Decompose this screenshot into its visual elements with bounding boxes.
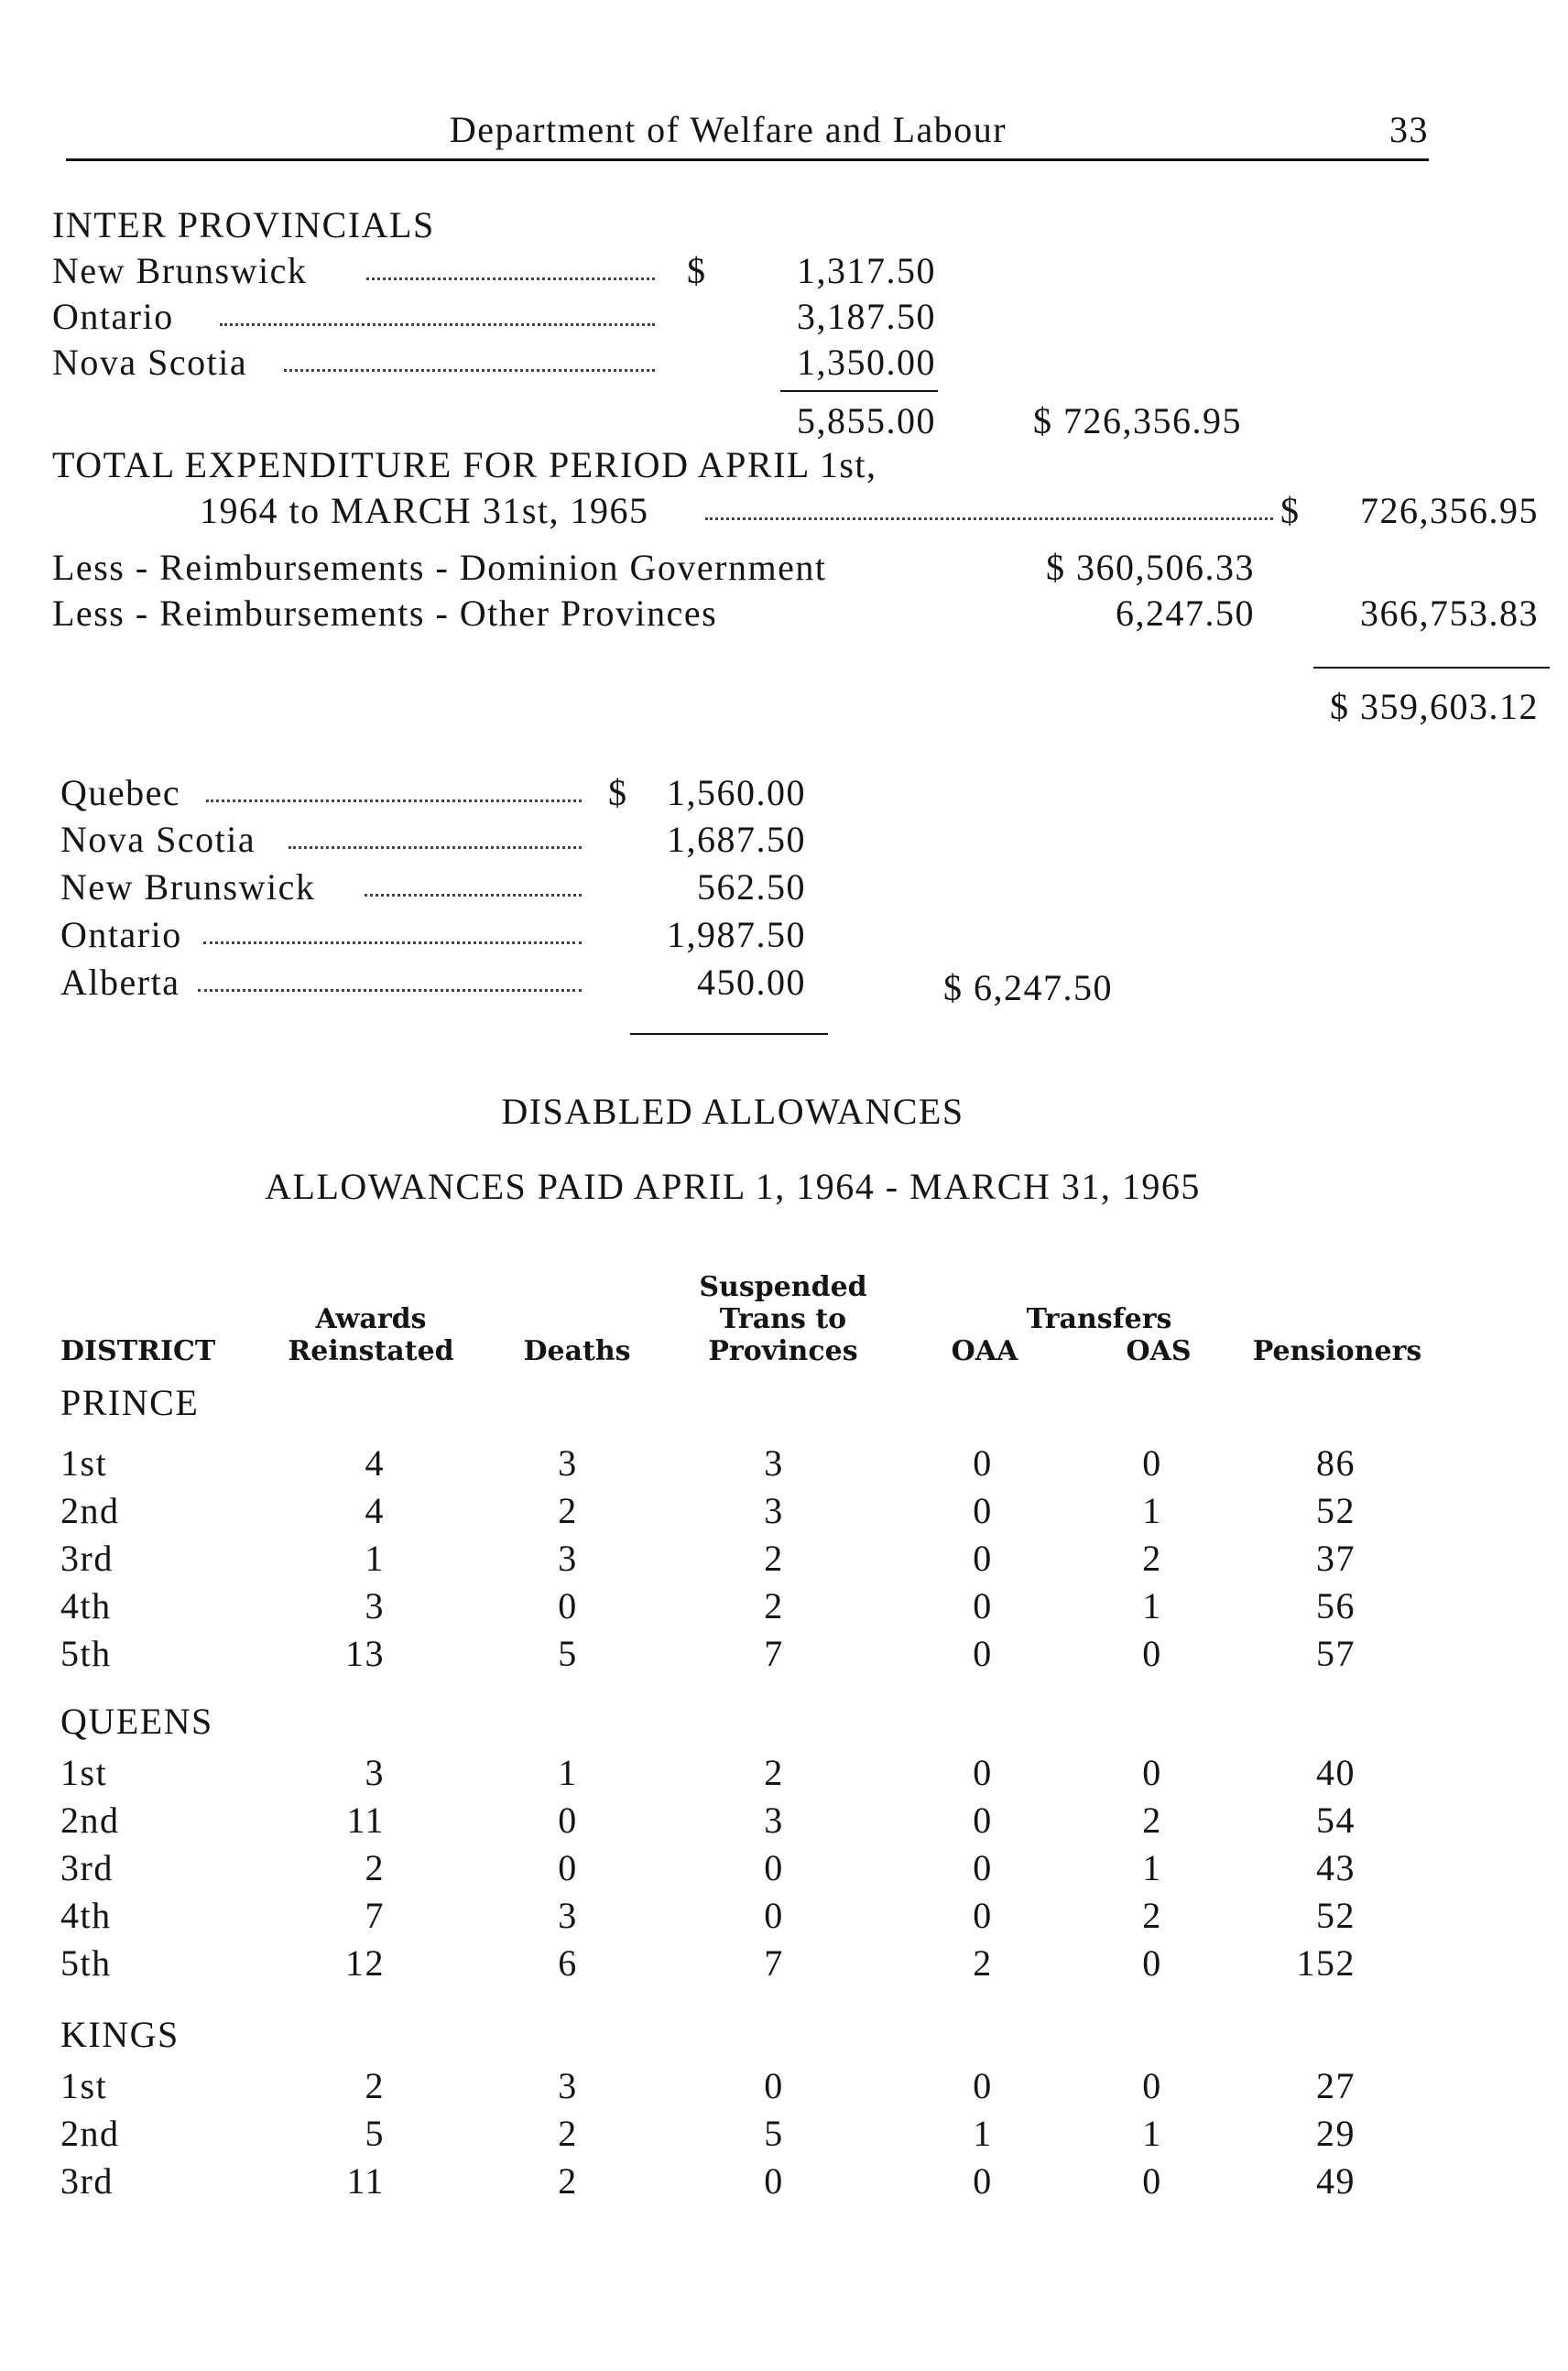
awards-cell: 2	[365, 1847, 385, 1888]
deaths-cell: 0	[558, 1847, 578, 1888]
pensioners-cell: 40	[1316, 1752, 1356, 1793]
deaths-cell: 3	[558, 1442, 578, 1484]
ip-row-label: Ontario	[52, 296, 174, 337]
col-suspended-line3: Provinces	[708, 1335, 858, 1367]
suspended-cell: 3	[764, 1490, 784, 1531]
col-suspended-line1: Suspended	[699, 1271, 867, 1303]
deaths-cell: 0	[558, 1585, 578, 1626]
oas-cell: 1	[1142, 1490, 1162, 1531]
oas-cell: 2	[1142, 1800, 1162, 1841]
oas-cell: 2	[1142, 1895, 1162, 1936]
total-expenditure-line2: 1964 to MARCH 31st, 1965	[200, 490, 649, 531]
pensioners-cell: 52	[1316, 1895, 1356, 1936]
awards-cell: 3	[365, 1585, 385, 1626]
leader-dots	[198, 989, 582, 992]
deaths-cell: 3	[558, 2065, 578, 2106]
suspended-cell: 2	[764, 1538, 784, 1579]
disabled-subtitle: ALLOWANCES PAID APRIL 1, 1964 - MARCH 31, 1965	[265, 1166, 1201, 1207]
oaa-cell: 0	[973, 2065, 993, 2106]
suspended-cell: 0	[764, 2160, 784, 2202]
deaths-cell: 2	[558, 2113, 578, 2154]
oaa-cell: 0	[973, 1442, 993, 1484]
district-cell: 1st	[60, 2065, 108, 2106]
pensioners-cell: 49	[1316, 2160, 1356, 2202]
pensioners-cell: 27	[1316, 2065, 1356, 2106]
district-group-name: PRINCE	[60, 1382, 200, 1423]
header-rule	[66, 158, 1429, 161]
district-cell: 3rd	[60, 1538, 114, 1579]
awards-cell: 7	[365, 1895, 385, 1936]
province-amount: 1,987.50	[667, 914, 806, 955]
awards-cell: 12	[345, 1942, 385, 1984]
oas-cell: 0	[1142, 1942, 1162, 1984]
district-cell: 2nd	[60, 1800, 120, 1841]
col-deaths: Deaths	[523, 1335, 631, 1367]
total-expenditure-amount: 726,356.95	[1360, 490, 1539, 531]
reimbursement-total: 366,753.83	[1360, 593, 1539, 634]
col-district: DISTRICT	[60, 1335, 216, 1367]
oas-cell: 0	[1142, 2065, 1162, 2106]
province-total: $ 6,247.50	[943, 967, 1113, 1008]
district-cell: 3rd	[60, 2160, 114, 2202]
oaa-cell: 0	[973, 1538, 993, 1579]
suspended-cell: 3	[764, 1442, 784, 1484]
province-label: Quebec	[60, 772, 181, 813]
oas-cell: 1	[1142, 1585, 1162, 1626]
deaths-cell: 3	[558, 1895, 578, 1936]
oaa-cell: 0	[973, 1585, 993, 1626]
suspended-cell: 2	[764, 1585, 784, 1626]
oaa-cell: 0	[973, 1633, 993, 1674]
district-cell: 2nd	[60, 2113, 120, 2154]
suspended-cell: 5	[764, 2113, 784, 2154]
province-amount: 562.50	[697, 866, 806, 908]
col-pensioners: Pensioners	[1252, 1335, 1422, 1367]
col-suspended-line2: Trans to	[719, 1303, 847, 1335]
province-label: Nova Scotia	[60, 819, 256, 860]
deaths-cell: 2	[558, 2160, 578, 2202]
district-cell: 2nd	[60, 1490, 120, 1531]
awards-cell: 11	[346, 1800, 385, 1841]
district-cell: 4th	[60, 1895, 112, 1936]
pensioners-cell: 152	[1296, 1942, 1356, 1984]
net-total: $ 359,603.12	[1330, 686, 1539, 727]
awards-cell: 13	[345, 1633, 385, 1674]
ip-row-label: New Brunswick	[52, 250, 308, 291]
awards-cell: 3	[365, 1752, 385, 1793]
col-oaa: OAA	[951, 1335, 1018, 1367]
oas-cell: 0	[1142, 1633, 1162, 1674]
oas-cell: 2	[1142, 1538, 1162, 1579]
oas-cell: 0	[1142, 1752, 1162, 1793]
reimbursement-amount: $ 360,506.33	[1046, 547, 1255, 588]
reimbursement-label: Less - Reimbursements - Dominion Government	[52, 547, 827, 588]
col-awards-line1: Awards	[315, 1303, 427, 1335]
oas-cell: 1	[1142, 1847, 1162, 1888]
oaa-cell: 0	[973, 1752, 993, 1793]
pensioners-cell: 29	[1316, 2113, 1356, 2154]
province-label: New Brunswick	[60, 866, 316, 908]
province-amount: 450.00	[697, 962, 806, 1003]
col-transfers: Transfers	[1026, 1303, 1172, 1335]
district-cell: 1st	[60, 1442, 108, 1484]
oas-cell: 1	[1142, 2113, 1162, 2154]
pensioners-cell: 52	[1316, 1490, 1356, 1531]
deaths-cell: 3	[558, 1538, 578, 1579]
total-expenditure-line1: TOTAL EXPENDITURE FOR PERIOD APRIL 1st,	[52, 444, 877, 485]
suspended-cell: 2	[764, 1752, 784, 1793]
oaa-cell: 2	[973, 1942, 993, 1984]
district-cell: 4th	[60, 1585, 112, 1626]
suspended-cell: 7	[764, 1633, 784, 1674]
oaa-cell: 0	[973, 1490, 993, 1531]
pensioners-cell: 43	[1316, 1847, 1356, 1888]
reimbursement-label: Less - Reimbursements - Other Provinces	[52, 593, 718, 634]
ip-section-total: $ 726,356.95	[1033, 400, 1242, 441]
district-group-name: KINGS	[60, 2014, 180, 2055]
oas-cell: 0	[1142, 2160, 1162, 2202]
district-cell: 5th	[60, 1633, 112, 1674]
suspended-cell: 3	[764, 1800, 784, 1841]
page-header-title: Department of Welfare and Labour	[449, 109, 1007, 150]
awards-cell: 2	[365, 2065, 385, 2106]
province-amount: 1,687.50	[667, 819, 806, 860]
deaths-cell: 6	[558, 1942, 578, 1984]
deaths-cell: 1	[558, 1752, 578, 1793]
leader-dots	[705, 517, 1273, 520]
suspended-cell: 0	[764, 2065, 784, 2106]
province-amount: 1,560.00	[667, 772, 806, 813]
awards-cell: 4	[365, 1442, 385, 1484]
awards-cell: 11	[346, 2160, 385, 2202]
col-oas: OAS	[1126, 1335, 1192, 1367]
oas-cell: 0	[1142, 1442, 1162, 1484]
ip-row-amount: 1,350.00	[797, 342, 936, 383]
oaa-cell: 0	[973, 2160, 993, 2202]
oaa-cell: 0	[973, 1800, 993, 1841]
oaa-cell: 0	[973, 1895, 993, 1936]
oaa-cell: 0	[973, 1847, 993, 1888]
awards-cell: 4	[365, 1490, 385, 1531]
leader-dots	[206, 799, 582, 802]
suspended-cell: 0	[764, 1847, 784, 1888]
district-cell: 1st	[60, 1752, 108, 1793]
leader-dots	[289, 846, 582, 849]
oaa-cell: 1	[973, 2113, 993, 2154]
awards-cell: 1	[365, 1538, 385, 1579]
pensioners-cell: 54	[1316, 1800, 1356, 1841]
pensioners-cell: 57	[1316, 1633, 1356, 1674]
ip-row-amount: 3,187.50	[797, 296, 936, 337]
pensioners-cell: 86	[1316, 1442, 1356, 1484]
district-group-name: QUEENS	[60, 1701, 213, 1742]
leader-dots	[220, 323, 655, 326]
page-number: 33	[1389, 109, 1429, 150]
deaths-cell: 2	[558, 1490, 578, 1531]
province-currency: $	[608, 772, 628, 813]
ip-row-currency: $	[687, 250, 707, 291]
leader-dots	[366, 277, 655, 280]
province-label: Ontario	[60, 914, 182, 955]
ip-subtotal: 5,855.00	[797, 400, 936, 441]
reimbursement-amount: 6,247.50	[1116, 593, 1255, 634]
leader-dots	[284, 369, 655, 372]
inter-provincials-heading: INTER PROVINCIALS	[52, 204, 435, 245]
deaths-cell: 0	[558, 1800, 578, 1841]
net-total-rule	[1313, 667, 1550, 669]
disabled-title: DISABLED ALLOWANCES	[501, 1091, 964, 1132]
province-label: Alberta	[60, 962, 180, 1003]
total-expenditure-currency: $	[1280, 490, 1301, 531]
subtotal-rule	[780, 390, 938, 392]
deaths-cell: 5	[558, 1633, 578, 1674]
awards-cell: 5	[365, 2113, 385, 2154]
ip-row-amount: 1,317.50	[797, 250, 936, 291]
suspended-cell: 7	[764, 1942, 784, 1984]
ip-row-label: Nova Scotia	[52, 342, 248, 383]
suspended-cell: 0	[764, 1895, 784, 1936]
leader-dots	[365, 894, 582, 897]
leader-dots	[203, 941, 582, 944]
col-awards-line2: Reinstated	[288, 1335, 454, 1367]
pensioners-cell: 37	[1316, 1538, 1356, 1579]
pensioners-cell: 56	[1316, 1585, 1356, 1626]
province-total-rule	[630, 1033, 828, 1035]
district-cell: 5th	[60, 1942, 112, 1984]
district-cell: 3rd	[60, 1847, 114, 1888]
